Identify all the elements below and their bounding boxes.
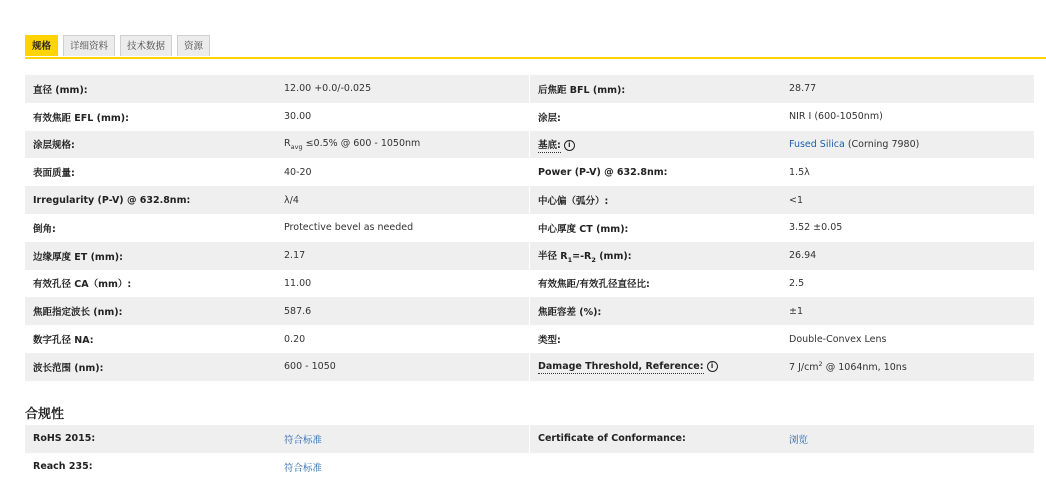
tab-underline: [25, 57, 1046, 59]
substrate-label[interactable]: 基底:: [538, 140, 561, 152]
spec-value: 26.94: [781, 242, 1034, 270]
spec-label: [530, 131, 782, 159]
table-row: [25, 214, 1034, 242]
spec-label: 焦距容差 (%):: [530, 297, 782, 325]
table-row: [25, 425, 1034, 453]
table-row: [25, 297, 1034, 325]
table-row: [25, 158, 1034, 186]
tab-technical-data[interactable]: 技术数据: [120, 35, 172, 56]
spec-value: 11.00: [284, 277, 312, 289]
tab-bar: [25, 35, 210, 56]
table-row: [25, 75, 1034, 103]
fused-silica-link[interactable]: Fused Silica: [789, 138, 845, 150]
spec-label: 中心偏（弧分）:: [530, 186, 782, 214]
spec-value: Protective bevel as needed: [284, 222, 414, 234]
compliance-label: RoHS 2015:: [25, 425, 276, 453]
compliance-value: [276, 425, 530, 453]
spec-value: 30.00: [284, 111, 312, 123]
spec-value: 12.00 +0.0/-0.025: [276, 75, 530, 103]
spec-label: 焦距指定波长 (nm):: [25, 297, 276, 325]
spec-value: 3.52 ±0.05: [789, 222, 843, 234]
table-row: [25, 103, 1034, 131]
spec-value: 587.6: [276, 297, 530, 325]
table-row: [25, 131, 1034, 159]
specifications-table: [25, 75, 1034, 381]
damage-threshold-label[interactable]: Damage Threshold, Reference:: [538, 361, 704, 373]
table-row: [25, 186, 1034, 214]
spec-value: 40-20: [284, 166, 312, 178]
spec-label: Irregularity (P-V) @ 632.8nm:: [25, 186, 276, 214]
info-icon[interactable]: i: [564, 140, 575, 151]
table-row: [25, 242, 1034, 270]
spec-label: 后焦距 BFL (mm):: [530, 75, 782, 103]
spec-value: 28.77: [781, 75, 1034, 103]
spec-label: 表面质量:: [33, 168, 75, 180]
compliance-label: Reach 235:: [33, 461, 93, 473]
certificate-view-link[interactable]: 浏览: [789, 434, 809, 446]
tab-details[interactable]: 详细资料: [63, 35, 115, 56]
compliance-label: Certificate of Conformance:: [530, 425, 782, 453]
compliance-label: [530, 453, 782, 481]
tab-specifications[interactable]: 规格: [25, 35, 58, 56]
compliance-value: [781, 453, 1034, 481]
spec-label: 半径 $R_1=-R_2$ (mm):: [530, 242, 782, 270]
spec-label: [530, 353, 782, 381]
spec-label: 有效焦距 EFL (mm):: [33, 112, 129, 124]
spec-value: $R_{avg} \le 0.5\%$ @ 600 - 1050nm: [276, 131, 530, 159]
spec-label: Power (P-V) @ 632.8nm:: [530, 158, 782, 186]
info-icon[interactable]: i: [707, 361, 718, 372]
tab-resources[interactable]: 资源: [177, 35, 210, 56]
compliance-value: [276, 453, 530, 481]
compliance-heading: 合规性: [25, 407, 65, 422]
spec-value: 0.20: [284, 333, 306, 345]
table-row: [25, 453, 1034, 481]
compliance-value: [781, 425, 1034, 453]
spec-value: NIR I (600-1050nm): [789, 111, 883, 123]
spec-label: 有效孔径 CA（mm）:: [33, 279, 132, 291]
spec-value: Fused Silica (Corning 7980): [781, 131, 1034, 159]
spec-value: 2.17: [276, 242, 530, 270]
spec-label: 直径 (mm):: [25, 75, 276, 103]
spec-label: 边缘厚度 ET (mm):: [25, 242, 276, 270]
spec-label: 涂层规格:: [25, 131, 276, 159]
spec-label: 涂层:: [530, 103, 782, 131]
spec-value: 600 - 1050: [276, 353, 530, 381]
reach-compliant-link[interactable]: 符合标准: [284, 462, 323, 474]
spec-value: λ/4: [276, 186, 530, 214]
spec-value: Double-Convex Lens: [789, 333, 887, 345]
spec-value: 7 $J/cm^2$ @ 1064nm, 10ns: [781, 353, 1034, 381]
spec-value: ±1: [781, 297, 1034, 325]
spec-value: 2.5: [789, 277, 805, 289]
spec-label: 倒角:: [33, 223, 56, 235]
compliance-table: [25, 425, 1034, 481]
spec-label: 类型:: [530, 325, 782, 353]
table-row: [25, 353, 1034, 381]
spec-label: 中心厚度 CT (mm):: [530, 214, 782, 242]
spec-label: 有效焦距/有效孔径直径比:: [530, 270, 782, 298]
spec-value: 1.5λ: [789, 166, 810, 178]
spec-label: 波长范围 (nm):: [25, 353, 276, 381]
rohs-compliant-link[interactable]: 符合标准: [284, 434, 323, 446]
table-row: [25, 325, 1034, 353]
table-row: [25, 270, 1034, 298]
spec-label: 数字孔径 NA:: [33, 335, 94, 347]
spec-value: <1: [781, 186, 1034, 214]
